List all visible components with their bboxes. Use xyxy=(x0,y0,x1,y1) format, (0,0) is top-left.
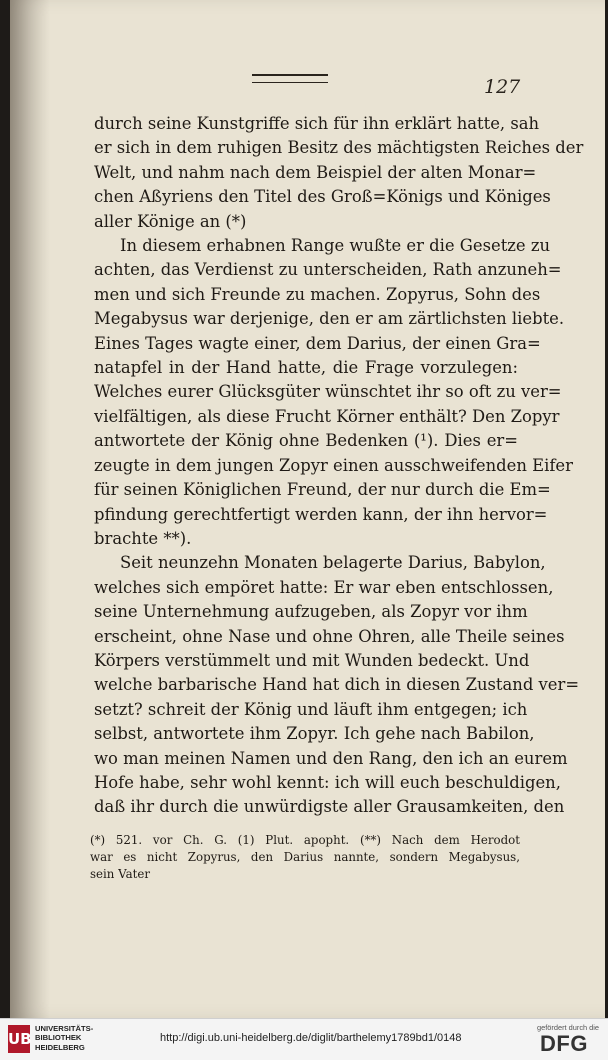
text-line: Körpers verstümmelt und mit Wunden bedeckt. Und xyxy=(94,650,530,670)
text-line: setzt? schreit der König und läuft ihm entgegen; ich xyxy=(94,699,528,719)
viewer-footer xyxy=(0,1018,608,1060)
text-line: Welches eurer Glücksgüter wünschtet ihr so oft zu ver= xyxy=(94,382,562,402)
text-line: seine Unternehmung aufzugeben, als Zopyr vor ihm xyxy=(94,602,528,622)
text-line: daß ihr durch die unwürdigste aller Grausamkeiten, den xyxy=(94,797,565,817)
library-name xyxy=(35,1024,93,1052)
text-line: Welt, und nahm nach dem Beispiel der alten Monar= xyxy=(94,162,537,182)
text-line: durch seine Kunstgriffe sich für ihn erklärt hatte, sah xyxy=(94,114,540,133)
header-rule xyxy=(252,74,328,83)
body-text xyxy=(94,112,584,820)
text-line: welches sich empöret hatte: Er war eben entschlossen, xyxy=(94,577,554,597)
text-line: Eines Tages wagte einer, dem Darius, der einen Gra= xyxy=(94,333,541,353)
text-line: pfindung gerechtfertigt werden kann, der ihn hervor= xyxy=(94,504,548,524)
library-name-line: UNIVERSITÄTS- xyxy=(35,1024,94,1033)
text-line: wo man meinen Namen und den Rang, den ich an eurem xyxy=(94,748,568,768)
text-line: selbst, antwortete ihm Zopyr. Ich gehe nach Babilon, xyxy=(94,724,535,744)
library-name-line: HEIDELBERG xyxy=(35,1042,85,1052)
dfg-logo[interactable]: DFG xyxy=(540,1031,588,1056)
footnote-line: sein Vater xyxy=(90,867,150,881)
text-line: Hofe habe, sehr wohl kennt: ich will euch beschuldigen, xyxy=(94,772,561,792)
text-line: er sich in dem ruhigen Besitz des mächtigsten Reiches der xyxy=(94,138,584,158)
text-line: achten, das Verdienst zu unterscheiden, Rath anzuneh= xyxy=(94,260,562,280)
funded-by-label: gefördert durch die xyxy=(537,1023,600,1032)
permalink-url[interactable]: http://digi.ub.uni-heidelberg.de/diglit/barthelemy1789bd1/0148 xyxy=(160,1032,462,1044)
text-line: Seit neunzehn Monaten belagerte Darius, Babylon, xyxy=(120,553,546,573)
page-number: 127 xyxy=(484,76,521,98)
footnotes xyxy=(90,832,520,883)
university-library-logo[interactable]: UB xyxy=(8,1025,30,1053)
footnote-line: (*) 521. vor Ch. G. (1) Plut. apopht. (**) Nach dem Herodot xyxy=(90,833,520,847)
text-line: aller Könige an (*) xyxy=(94,211,247,231)
text-line: welche barbarische Hand hat dich in diesen Zustand ver= xyxy=(94,675,580,695)
text-line: für seinen Königlichen Freund, der nur durch die Em= xyxy=(94,480,551,500)
footnote-line: war es nicht Zopyrus, den Darius nannte, sondern Megabysus, xyxy=(90,850,520,864)
text-line: In diesem erhabnen Range wußte er die Gesetze zu xyxy=(120,236,551,256)
text-line: Megabysus war derjenige, den er am zärtlichsten liebte. xyxy=(94,309,565,329)
library-name-line: BIBLIOTHEK xyxy=(35,1033,82,1043)
text-line: natapfel in der Hand hatte, die Frage vorzulegen: xyxy=(94,358,518,378)
text-line: antwortete der König ohne Bedenken (¹). Dies er= xyxy=(94,431,518,451)
text-line: chen Aßyriens den Titel des Groß=Königs und Königes xyxy=(94,187,551,207)
text-line: zeugte in dem jungen Zopyr einen ausschweifenden Eifer xyxy=(94,455,573,475)
text-line: brachte **). xyxy=(94,528,192,548)
text-line: vielfältigen, als diese Frucht Körner enthält? Den Zopyr xyxy=(94,406,560,426)
page-binding-shadow xyxy=(10,0,50,1018)
text-line: men und sich Freunde zu machen. Zopyrus, Sohn des xyxy=(94,284,541,304)
text-line: erscheint, ohne Nase und ohne Ohren, alle Theile seines xyxy=(94,626,565,646)
